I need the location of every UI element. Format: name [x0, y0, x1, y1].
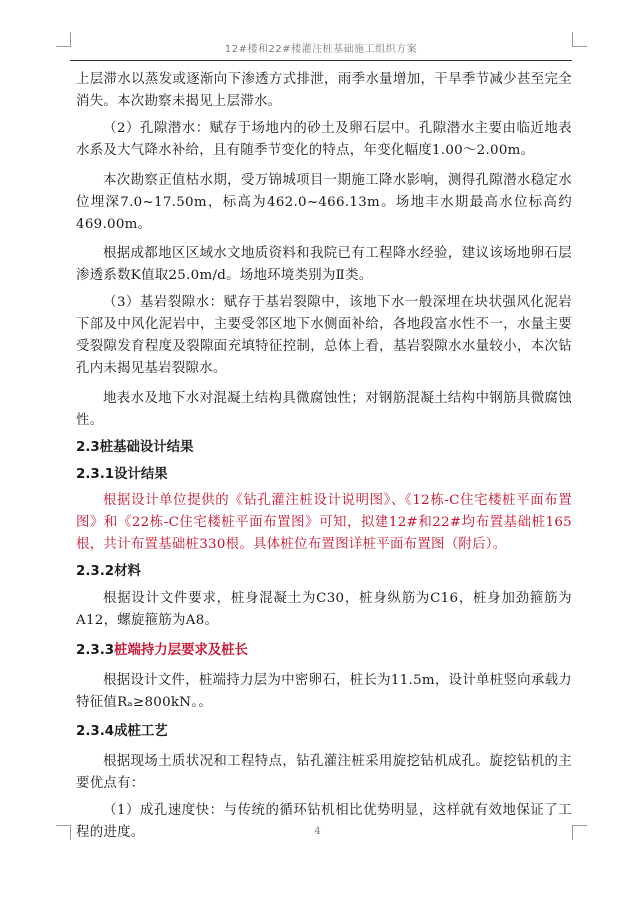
heading-2-3-3	[76, 640, 572, 662]
heading-2-3-1: 2.3.1设计结果	[76, 466, 168, 482]
paragraph-pore-water: （2）孔隙潜水：赋存于场地内的砂土及卵石层中。孔隙潜水主要由临近地表水系及大气降水补给，且有随季节变化的特点，年变化幅度1.00～2.00m。	[76, 120, 572, 158]
paragraph-pile-process: 根据现场土质状况和工程特点，钻孔灌注桩采用旋挖钻机成孔。旋挖钻机的主要优点有：	[76, 754, 572, 792]
heading-2-3-3-number: 2.3.3	[76, 642, 115, 658]
paragraph-drilling-speed: （1）成孔速度快：与传统的循环钻机相比优势明显，这样就有效地保证了工程的进度。	[76, 802, 572, 840]
header-title: 12#楼和22#楼灌注桩基础施工组织方案	[224, 44, 418, 55]
heading-2-3-2: 2.3.2材料	[76, 564, 141, 580]
page-number: 4	[314, 826, 321, 837]
page-footer	[0, 826, 635, 837]
paragraph-bedrock-water: （3）基岩裂隙水：赋存于基岩裂隙中，该地下水一般深埋在块状强风化泥岩下部及中风化泥岩中，主要受邻区地下水侧面补给，各地段富水性不一，水量主要受裂隙发育程度及裂隙面充填特征控制，总体上看，基岩裂隙水水量较小，本次钻孔内未揭见基岩裂隙水。	[76, 295, 572, 377]
crop-mark-top-right	[572, 32, 587, 47]
crop-mark-top-left	[56, 32, 71, 47]
paragraph-bearing-layer: 根据设计文件，桩端持力层为中密卵石，桩长为11.5m，设计单桩竖向承载力特征值Rₐ≥800kN。。	[76, 672, 572, 710]
heading-2-3: 2.3桩基础设计结果	[76, 439, 194, 455]
paragraph-permeability: 根据成都地区区域水文地质资料和我院已有工程降水经验，建议该场地卵石层渗透系数K值取25.0m/d。场地环境类别为Ⅱ类。	[76, 246, 572, 284]
paragraph-materials: 根据设计文件要求，桩身混凝土为C30，桩身纵筋为C16，桩身加劲箍筋为A12，螺旋箍筋为A8。	[76, 590, 572, 628]
paragraph-water-level: 本次勘察正值枯水期，受万锦城项目一期施工降水影响，测得孔隙潜水稳定水位埋深7.0~17.50m，标高为462.0~466.13m。场地丰水期最高水位标高约469.00m。	[76, 172, 572, 232]
paragraph-corrosion: 地表水及地下水对混凝土结构具微腐蚀性；对钢筋混凝土结构中钢筋具微腐蚀性。	[76, 390, 572, 428]
document-body	[76, 69, 572, 849]
page-header	[70, 40, 572, 61]
heading-2-3-3-text: 桩端持力层要求及桩长	[114, 642, 249, 658]
paragraph-design-result: 根据设计单位提供的《钻孔灌注桩设计说明图》、《12栋-C住宅楼桩平面布置图》和《22栋-C住宅楼桩平面布置图》可知，拟建12#和22#均布置基础桩165根，共计布置基础桩330根。具体桩位布置图详桩平面布置图（附后）。	[76, 493, 572, 553]
heading-2-3-4: 2.3.4成桩工艺	[76, 724, 168, 740]
paragraph-perched-water: 上层滞水以蒸发或逐渐向下渗透方式排泄，雨季水量增加，干旱季节减少甚至完全消失。本次勘察未揭见上层滞水。	[76, 72, 572, 109]
